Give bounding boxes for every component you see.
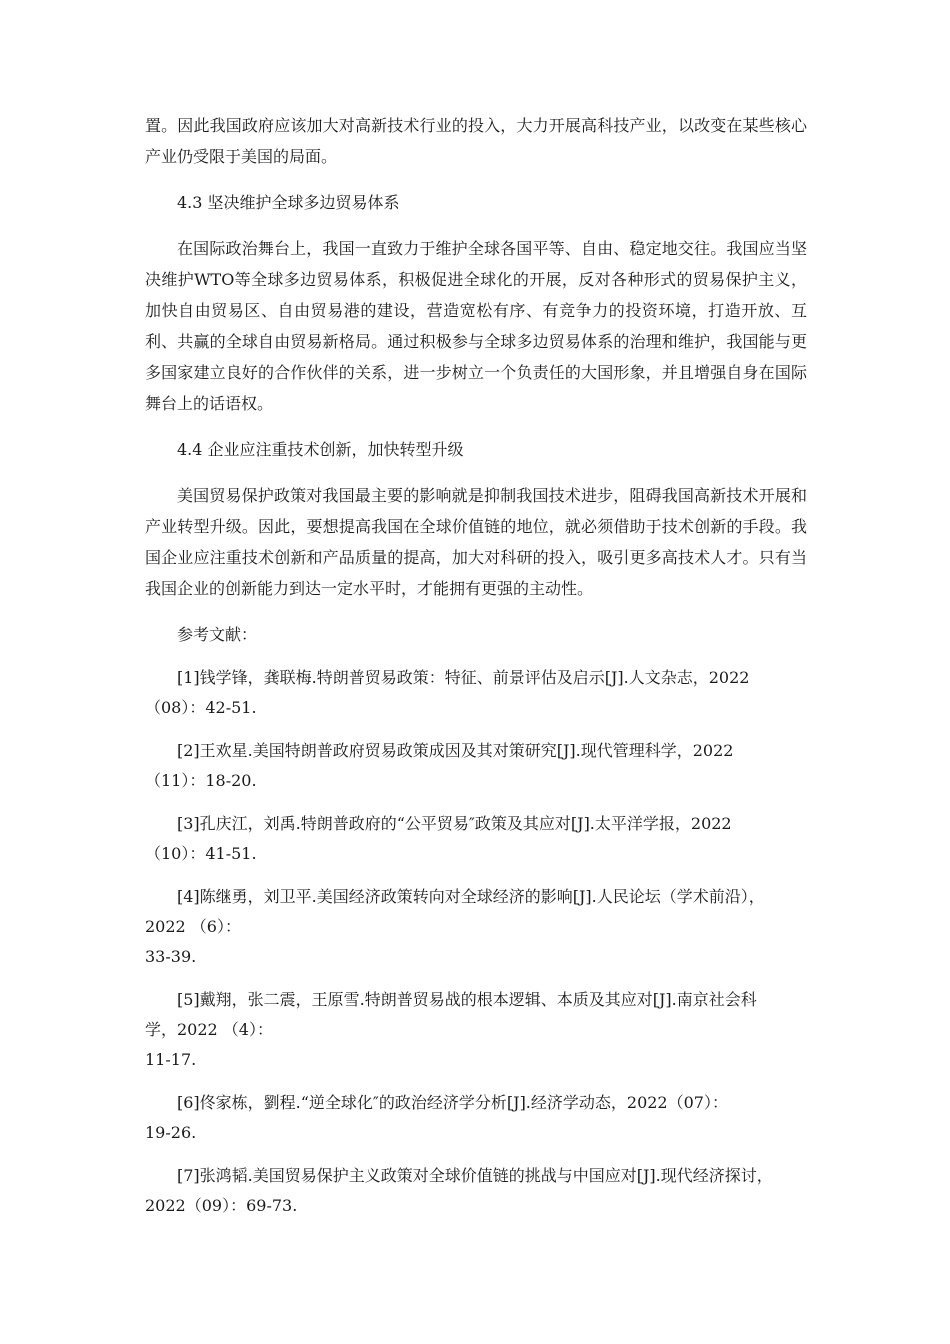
document-page bbox=[145, 110, 807, 1221]
references-title: 参考文献： bbox=[177, 625, 258, 644]
reference-line: （10）：41-51. bbox=[145, 844, 257, 863]
reference-line: [3]孔庆江，刘禹.特朗普政府的“公平贸易″政策及其应对[J].太平洋学报，2022 bbox=[177, 814, 732, 833]
reference-line: [7]张鸿韬.美国贸易保护主义政策对全球价值链的挑战与中国应对[J].现代经济探讨， bbox=[177, 1166, 773, 1185]
reference-item bbox=[145, 1088, 807, 1148]
reference-item bbox=[145, 809, 807, 869]
reference-item bbox=[145, 882, 807, 972]
reference-item bbox=[145, 663, 807, 723]
reference-line: 学，2022 （4）： bbox=[145, 1020, 273, 1039]
reference-item bbox=[145, 985, 807, 1075]
reference-line: （08）：42-51. bbox=[145, 698, 257, 717]
paragraph-intro: 置。因此我国政府应该加大对高新技术行业的投入，大力开展高科技产业，以改变在某些核心产业仍受限于美国的局面。 bbox=[145, 116, 807, 166]
reference-item bbox=[145, 736, 807, 796]
reference-line: [2]王欢星.美国特朗普政府贸易政策成因及其对策研究[J].现代管理科学，2022 bbox=[177, 741, 734, 760]
reference-line: 33-39. bbox=[145, 947, 197, 966]
reference-line: [1]钱学锋，龚联梅.特朗普贸易政策：特征、前景评估及启示[J].人文杂志，2022 bbox=[177, 668, 750, 687]
reference-line: （11）：18-20. bbox=[145, 771, 257, 790]
reference-line: 2022 （6）： bbox=[145, 917, 241, 936]
paragraph-4-4: 美国贸易保护政策对我国最主要的影响就是抑制我国技术进步，阻碍我国高新技术开展和产业转型升级。因此，要想提高我国在全球价值链的地位，就必须借助于技术创新的手段。我国企业应注重技术创新和产品质量的提高，加大对科研的投入，吸引更多高技术人才。只有当我国企业的创新能力到达一定水平时，才能拥有更强的主动性。 bbox=[145, 486, 807, 598]
section-heading-4-4: 4.4 企业应注重技术创新，加快转型升级 bbox=[177, 440, 464, 459]
reference-line: [5]戴翔，张二震，王原雪.特朗普贸易战的根本逻辑、本质及其应对[J].南京社会科 bbox=[177, 990, 757, 1009]
paragraph-4-3: 在国际政治舞台上，我国一直致力于维护全球各国平等、自由、稳定地交往。我国应当坚决维护WTO等全球多边贸易体系，积极促进全球化的开展，反对各种形式的贸易保护主义，加快自由贸易区、自由贸易港的建设，营造宽松有序、有竞争力的投资环境，打造开放、互利、共赢的全球自由贸易新格局。通过积极参与全球多边贸易体系的治理和维护，我国能与更多国家建立良好的合作伙伴的关系，进一步树立一个负责任的大国形象，并且增强自身在国际舞台上的话语权。 bbox=[145, 239, 807, 413]
reference-item bbox=[145, 1161, 807, 1221]
reference-line: 11-17. bbox=[145, 1050, 197, 1069]
reference-line: 2022（09）：69-73. bbox=[145, 1196, 298, 1215]
section-heading-4-3: 4.3 坚决维护全球多边贸易体系 bbox=[177, 193, 400, 212]
reference-line: 19-26. bbox=[145, 1123, 197, 1142]
reference-line: [6]佟家栋，劉程.“逆全球化″的政治经济学分析[J].经济学动态，2022（07）： bbox=[177, 1093, 728, 1112]
reference-line: [4]陈继勇，刘卫平.美国经济政策转向对全球经济的影响[J].人民论坛（学术前沿）， bbox=[177, 887, 765, 906]
